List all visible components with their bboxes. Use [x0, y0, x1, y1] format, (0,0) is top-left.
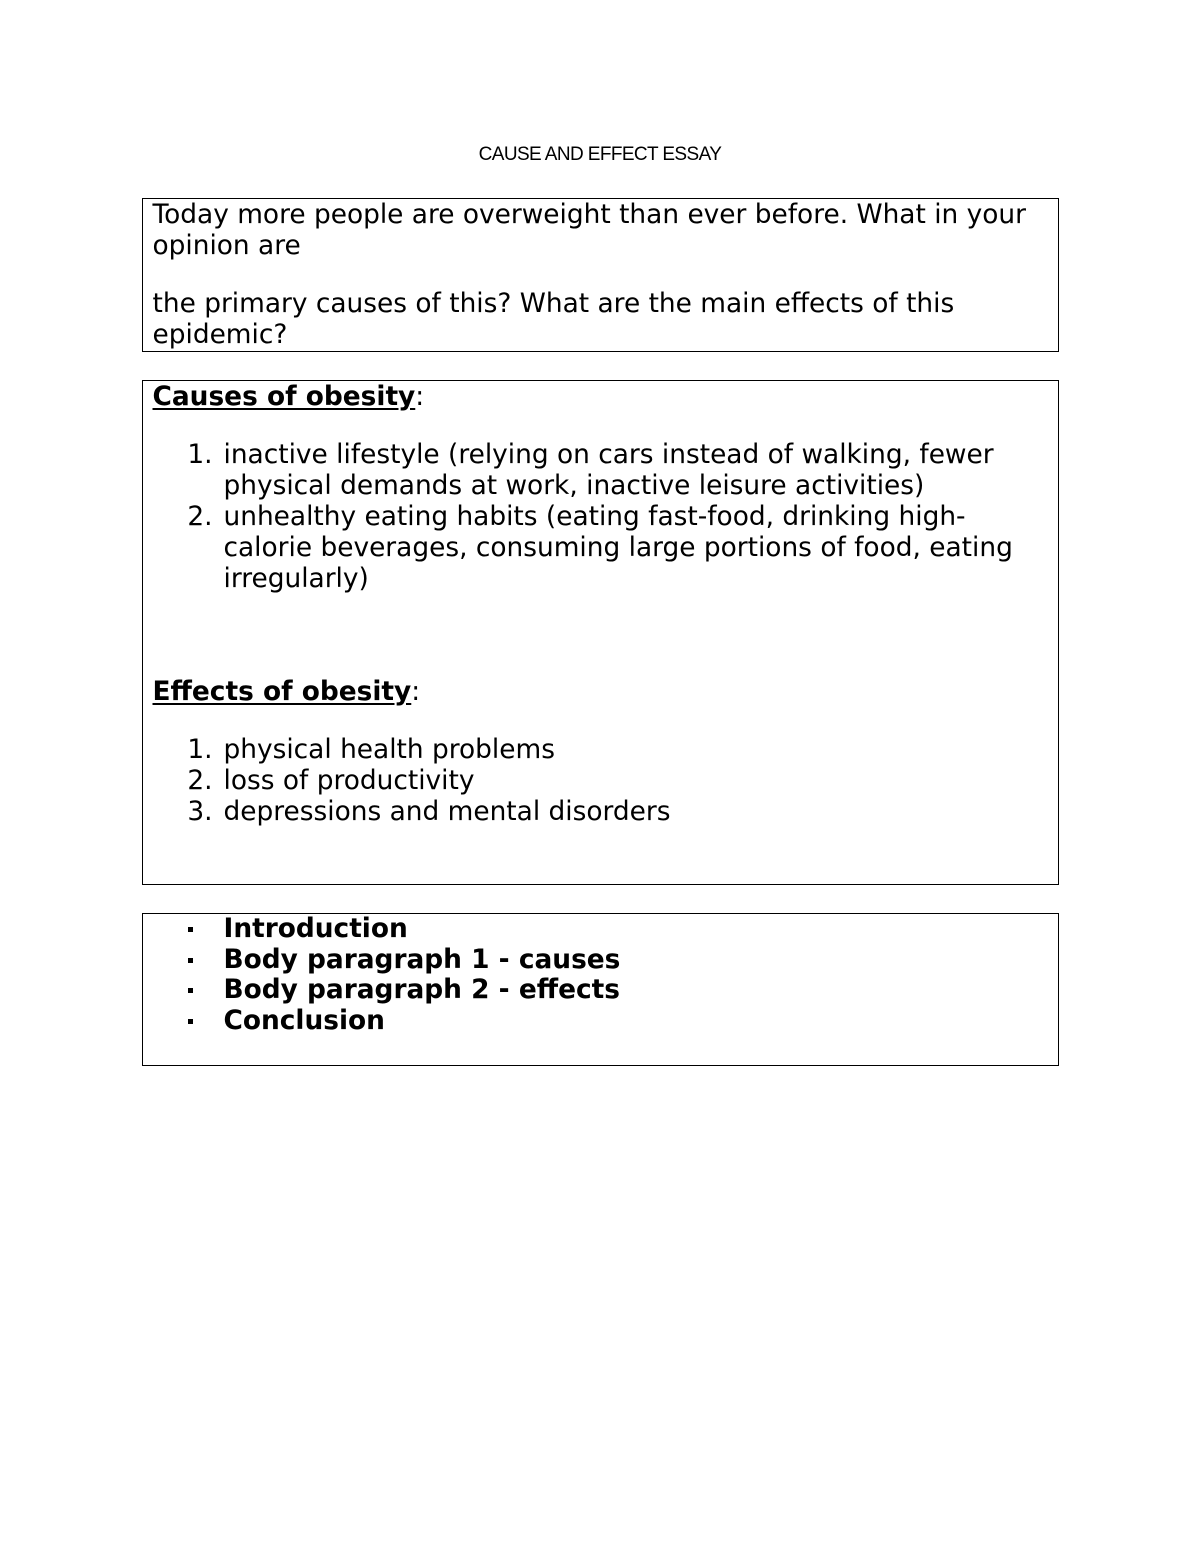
list-item-text: depressions and mental disorders	[223, 796, 671, 827]
causes-heading	[153, 381, 1045, 412]
prompt-paragraph: the primary causes of this? What are the main effects of this epidemic?	[152, 288, 955, 350]
outline-list	[153, 914, 1045, 1037]
causes-list	[153, 439, 1045, 594]
list-item	[153, 796, 1045, 827]
prompt-paragraph: Today more people are overweight than ever before. What in your opinion are	[152, 199, 1027, 261]
list-item	[153, 439, 1045, 501]
effects-heading-label: Effects of obesity	[152, 676, 412, 707]
outline-item-text: Body paragraph 1 - causes	[223, 943, 621, 975]
square-bullet-icon	[188, 927, 193, 932]
square-bullet-icon	[188, 958, 193, 963]
list-item-text: loss of productivity	[223, 765, 475, 796]
square-bullet-icon	[188, 1019, 193, 1024]
effects-heading-colon: :	[411, 676, 421, 707]
list-number: 1.	[187, 734, 213, 765]
list-item-text: unhealthy eating habits (eating fast-food, drinking high-calorie beverages, consuming large portions of food, eating irregularly)	[223, 501, 1013, 594]
list-item-text: physical health problems	[223, 734, 555, 765]
list-item	[153, 1006, 1045, 1037]
list-item-text: inactive lifestyle (relying on cars instead of walking, fewer physical demands at work, inactive leisure activities)	[223, 439, 994, 501]
list-number: 1.	[187, 439, 213, 470]
list-number: 2.	[187, 765, 213, 796]
causes-heading-colon: :	[415, 381, 425, 412]
list-number: 3.	[187, 796, 213, 827]
causes-effects-box	[142, 380, 1059, 885]
document-title: CAUSE AND EFFECT ESSAY	[478, 144, 722, 165]
essay-prompt-box	[142, 198, 1059, 352]
list-item	[153, 975, 1045, 1006]
essay-outline-box	[142, 913, 1059, 1066]
causes-heading-label: Causes of obesity	[152, 381, 416, 412]
effects-heading	[153, 676, 1045, 707]
list-number: 2.	[187, 501, 213, 532]
list-item	[153, 765, 1045, 796]
outline-item-text: Introduction	[223, 913, 408, 944]
effects-list	[153, 734, 1045, 827]
outline-item-text: Body paragraph 2 - effects	[223, 974, 620, 1006]
list-item	[153, 501, 1045, 594]
outline-item-text: Conclusion	[223, 1005, 385, 1037]
list-item	[153, 734, 1045, 765]
list-item	[153, 914, 1045, 945]
list-item	[153, 945, 1045, 976]
square-bullet-icon	[188, 988, 193, 993]
